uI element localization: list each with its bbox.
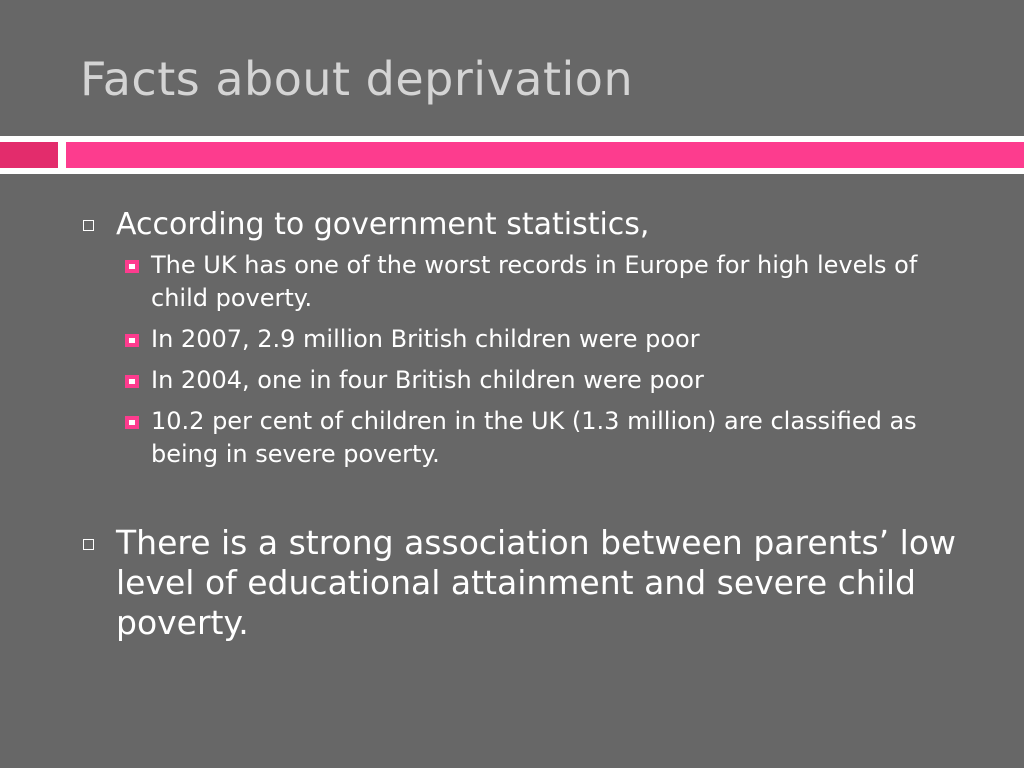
sub-bullet-text: 10.2 per cent of children in the UK (1.3 million) are classified as being in severe poverty.	[151, 407, 917, 468]
bullet-educational-attainment	[80, 523, 980, 643]
pink-square-bullet-icon	[125, 260, 139, 273]
hollow-square-bullet-icon	[83, 539, 94, 550]
accent-bar-left	[0, 142, 58, 168]
slide-title: Facts about deprivation	[80, 52, 634, 106]
slide-body	[80, 205, 980, 643]
sub-bullet-text: In 2007, 2.9 million British children were poor	[151, 325, 700, 353]
hollow-square-bullet-icon	[83, 220, 94, 231]
bullet-text: According to government statistics,	[116, 207, 650, 242]
sub-bullet-text: In 2004, one in four British children were poor	[151, 366, 704, 394]
sub-bullet-uk-records	[116, 249, 980, 315]
pink-square-bullet-icon	[125, 375, 139, 388]
pink-square-bullet-icon	[125, 334, 139, 347]
sub-bullet-list	[116, 249, 980, 471]
pink-square-bullet-icon	[125, 416, 139, 429]
accent-bar-right	[66, 142, 1024, 168]
sub-bullet-2004	[116, 364, 980, 397]
bullet-government-statistics	[80, 205, 980, 471]
sub-bullet-2007	[116, 323, 980, 356]
sub-bullet-severe-poverty	[116, 405, 980, 471]
sub-bullet-text: The UK has one of the worst records in Europe for high levels of child poverty.	[151, 251, 918, 312]
bullet-text: There is a strong association between parents’ low level of educational attainment and severe child poverty.	[116, 523, 957, 642]
